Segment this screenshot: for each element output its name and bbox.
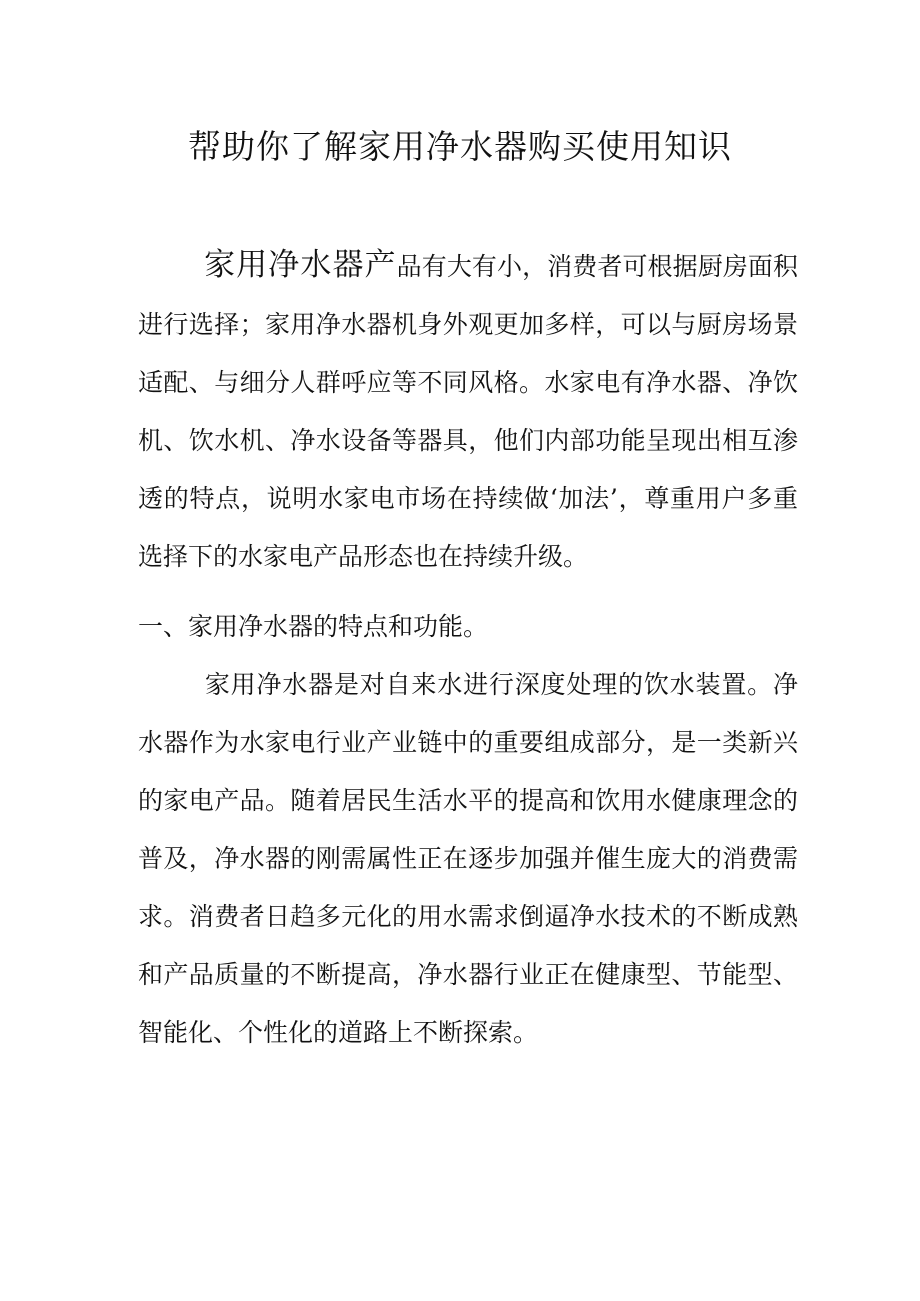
document-title: 帮助你了解家用净水器购买使用知识 — [188, 127, 732, 166]
paragraph-intro — [138, 236, 798, 586]
paragraph-intro-body: 品有大有小，消费者可根据厨房面积进行选择；家用净水器机身外观更加多样，可以与厨房场景适配、与细分人群呼应等不同风格。水家电有净水器、净饮机、饮水机、净水设备等器具，他们内部功能呈现出相互渗透的特点，说明水家电市场在持续做‘加法’，尊重用户多重选择下的水家电产品形态也在持续升级。 — [138, 252, 798, 571]
paragraph-features-body: 家用净水器是对自来水进行深度处理的饮水装置。净水器作为水家电行业产业链中的重要组成部分，是一类新兴的家电产品。随着居民生活水平的提高和饮用水健康理念的普及，净水器的刚需属性正在逐步加强并催生庞大的消费需求。消费者日趋多元化的用水需求倒逼净水技术的不断成熟和产品质量的不断提高，净水器行业正在健康型、节能型、智能化、个性化的道路上不断探索。 — [138, 670, 798, 1047]
paragraph-features — [138, 656, 798, 1062]
paragraph-intro-lead: 家用净水器产 — [204, 247, 397, 283]
section-heading-features: 一、家用净水器的特点和功能。 — [138, 612, 489, 641]
